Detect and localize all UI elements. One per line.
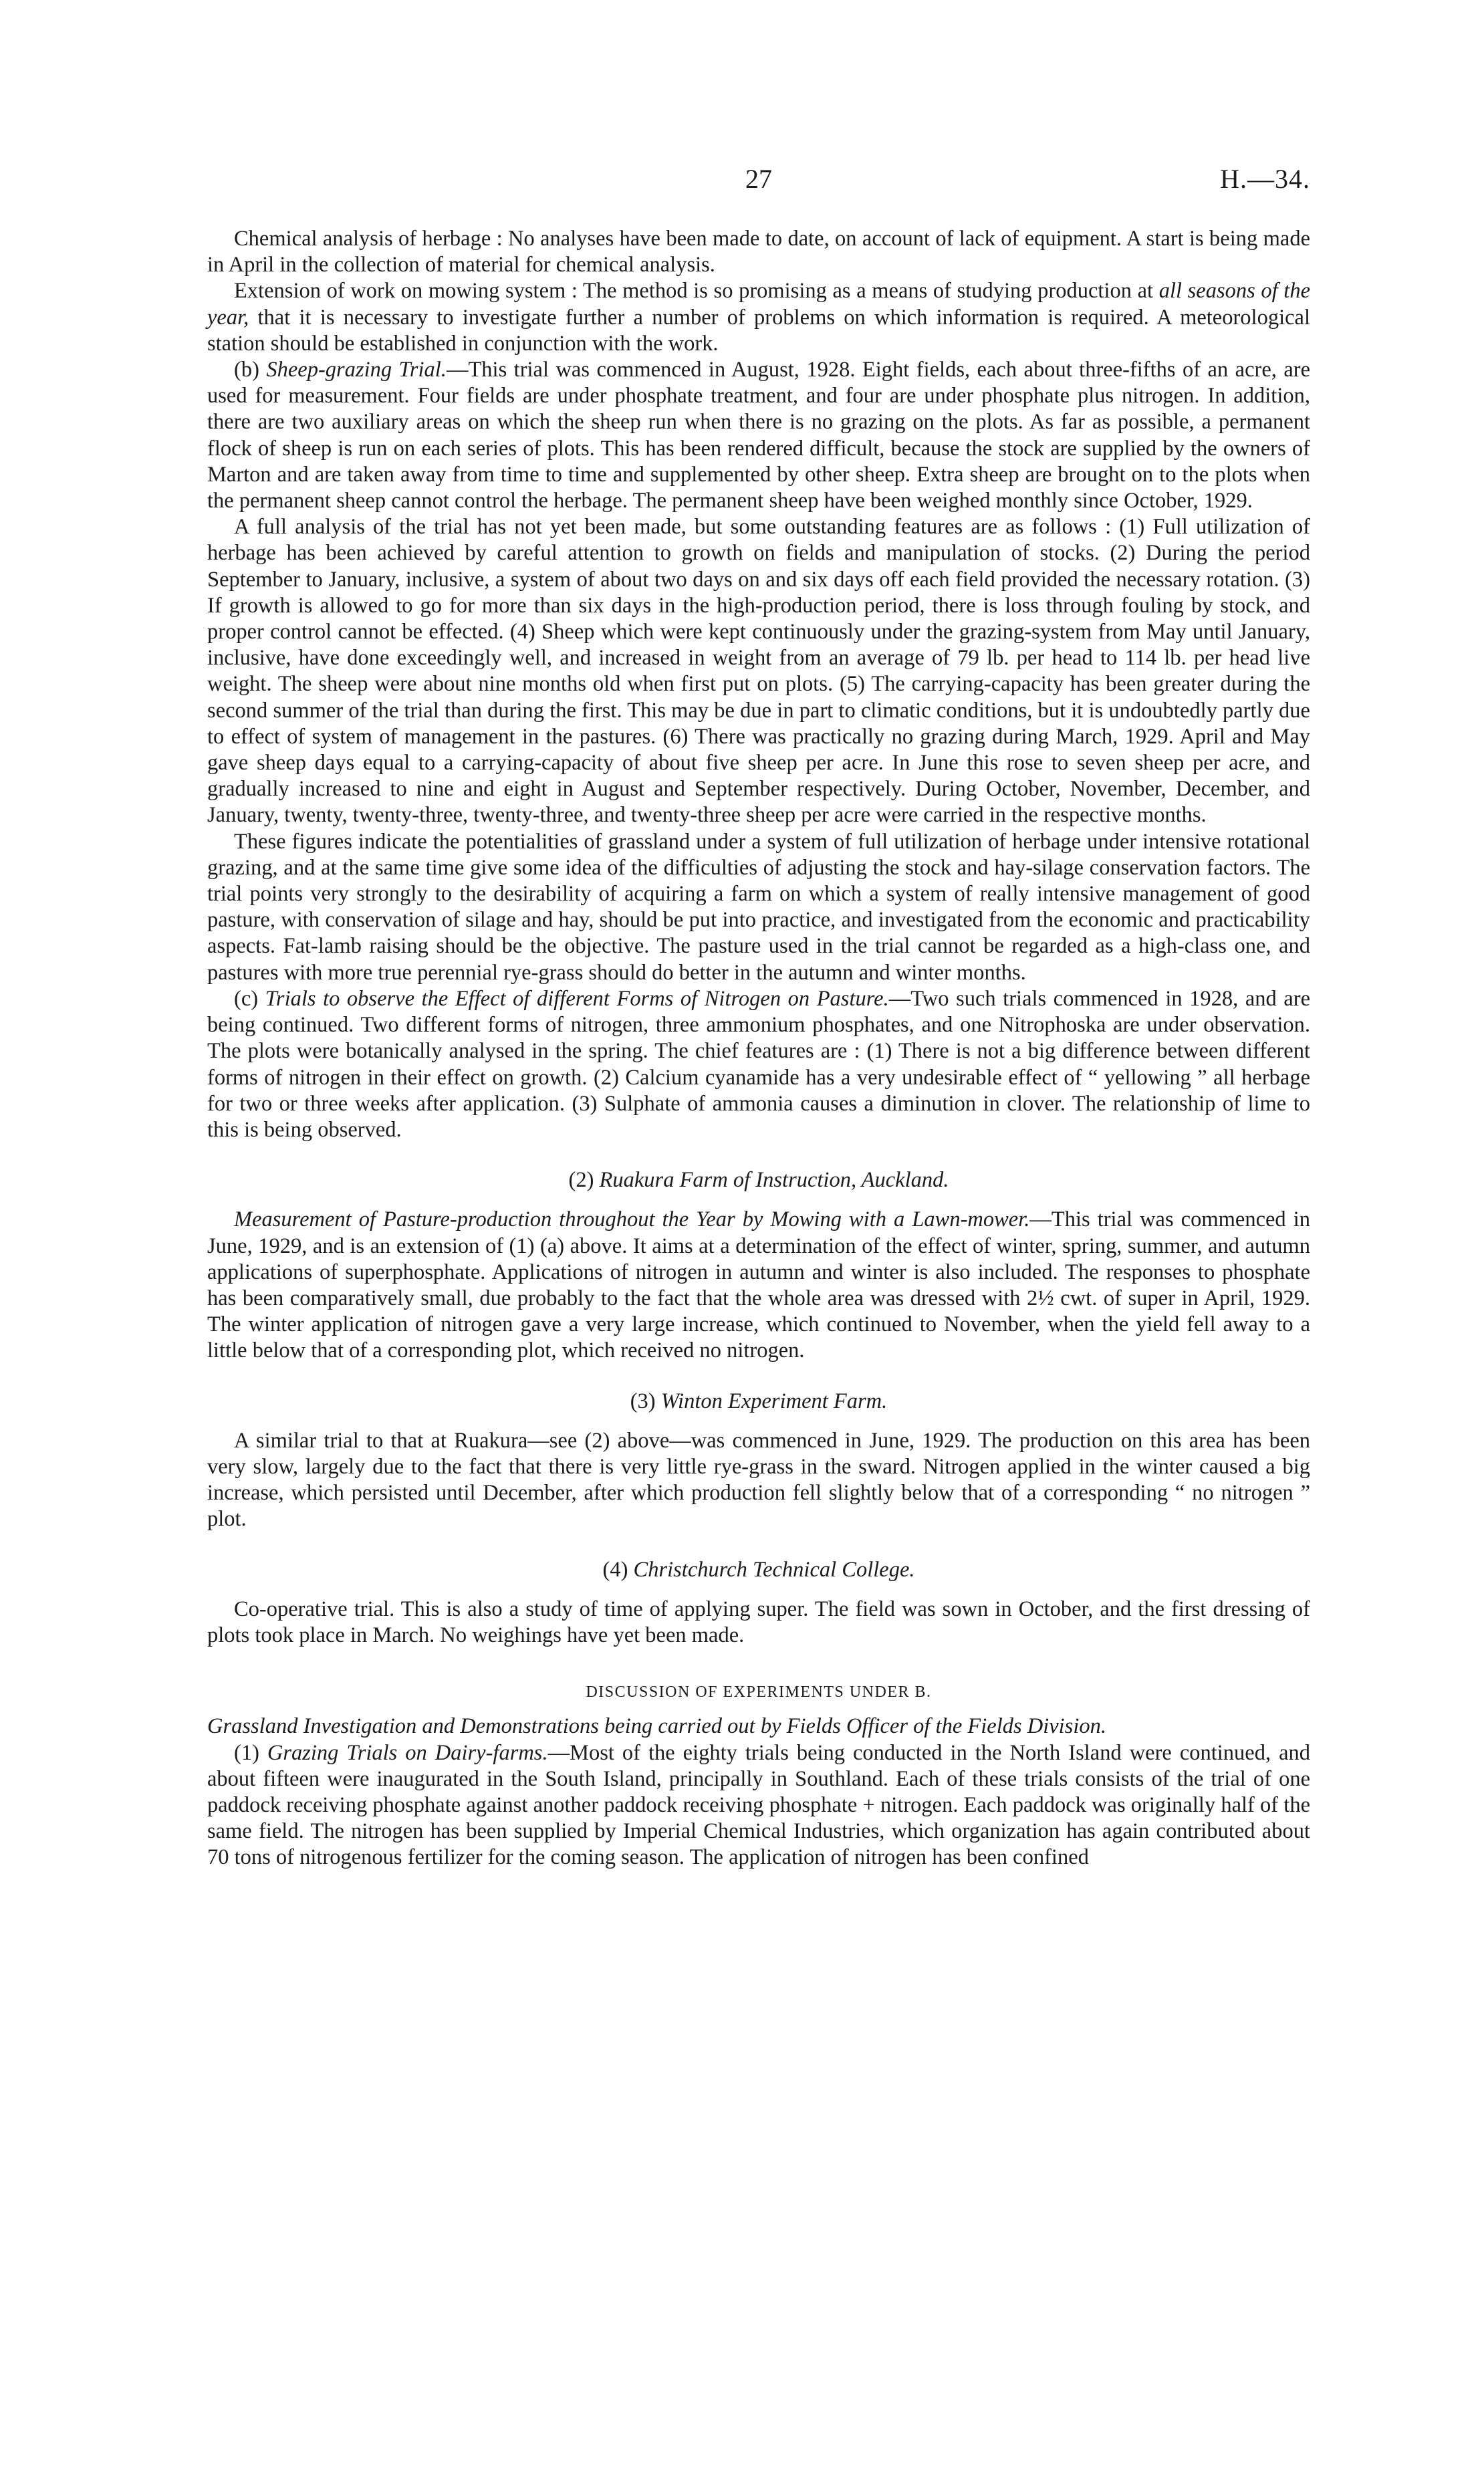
paragraph-mowing-extension: [207, 278, 1310, 357]
subsection-title: Sheep-grazing Trial.: [266, 358, 447, 382]
text-run: —Most of the eighty trials being conducted in the North Island were continued, and about fifteen were inaugurated in the South Island, principally in Southland. Each of these trials consists of the trial of one paddock receiving phosphate against another paddock receiving phosphate + nitrogen. Each paddock was originally half of the same field. The nitrogen has been supplied by Imperial Chemical Industries, which organization has again contributed about 70 tons of nitrogenous fertilizer for the coming season. The application of nitrogen has been confined: [207, 1740, 1311, 1870]
paper-reference: H.—34.: [1220, 164, 1310, 194]
page-number: 27: [745, 164, 772, 194]
text-run: (1): [234, 1740, 267, 1765]
paragraph-christchurch-trial: Co-operative trial. This is also a study of time of applying super. The field was sown in October, and the first dressing of plots took place in March. No weighings have yet been made.: [207, 1596, 1310, 1647]
paragraph-sheep-grazing: [207, 357, 1310, 514]
page-header: [207, 163, 1310, 203]
paragraph-winton-trial: A similar trial to that at Ruakura—see (2) above—was commenced in June, 1929. The production on this area has been very slow, largely due to the fact that there is very little rye-grass in the sward. Nitrogen applied in the winter caused a big increase, which persisted until December, after which production fell slightly below that of a corresponding “ no nitrogen ” plot.: [207, 1428, 1310, 1532]
heading-discussion: DISCUSSION OF EXPERIMENTS UNDER B.: [586, 1683, 932, 1701]
text-run: —Two such trials commenced in 1928, and are being continued. Two different forms of nitrogen, three ammonium phosphates, and one Nitrophoska are under observation. The plots were botanically analysed in the spring. The chief features are : (1) There is not a big difference between different forms of nitrogen in their effect on growth. (2) Calcium cyanamide has a very undesirable effect of “ yellowing ” all herbage for two or three weeks after application. (3) Sulphate of ammonia causes a diminution in clover. The relationship of lime to this is being observed.: [207, 986, 1310, 1142]
subsection-title: Grazing Trials on Dairy-farms.: [267, 1740, 548, 1765]
text-run: (b): [234, 358, 267, 382]
paragraph-potentialities: These figures indicate the potentialities of grassland under a system of full utilization of herbage under intensive rotational grazing, and at the same time give some idea of the difficulties of adjusting the stock and hay-silage conservation factors. The trial points very strongly to the desirability of acquiring a farm on which a system of really intensive management of good pasture, with conservation of silage and hay, should be put into practice, and investigated from the economic and practicability aspects. Fat-lamb raising should be the objective. The pasture used in the trial cannot be regarded as a high-class one, and pastures with more true perennial rye-grass should do better in the autumn and winter months.: [207, 829, 1310, 985]
text-run: Extension of work on mowing system : The method is so promising as a means of studying production at: [234, 279, 1159, 304]
section-number: (4): [602, 1557, 634, 1582]
section-heading-winton: [207, 1389, 1310, 1415]
paragraph-dairy-grazing: [207, 1740, 1310, 1871]
section-number: (3): [630, 1389, 661, 1413]
paragraph-trial-features: A full analysis of the trial has not yet been made, but some outstanding features are as follows : (1) Full utilization of herbage has been achieved by careful attention to growth on fields and manipulation of stocks. (2) During the period September to January, inclusive, a system of about two days on and six days off each field provided the necessary rotation. (3) If growth is allowed to go for more than six days in the high-production period, there is loss through fouling by stock, and proper control cannot be effected. (4) Sheep which were kept continuously under the grazing-system from May until January, inclusive, have done exceedingly well, and increased in weight from an average of 79 lb. per head to 114 lb. per head live weight. The sheep were about nine months old when first put on plots. (5) The carrying-capacity has been greater during the second summer of the trial than during the first. This may be due in part to climatic conditions, but it is undoubtedly partly due to effect of system of management in the pastures. (6) There was practically no grazing during March, 1929. April and May gave sheep days equal to a carrying-capacity of about five sheep per acre. In June this rose to seven sheep per acre, and gradually increased to nine and eight in August and September respectively. During October, November, December, and January, twenty, twenty-three, twenty-three, and twenty-three sheep per acre were carried in the respective months.: [207, 515, 1310, 828]
text-run: that it is necessary to investigate further a number of problems on which information is required. A meteorological station should be established in conjunction with the work.: [207, 305, 1310, 356]
subsection-title: Measurement of Pasture-production throughout the Year by Mowing with a Lawn-mower.: [234, 1207, 1030, 1232]
section-heading-christchurch: [207, 1557, 1310, 1583]
section-title: Ruakura Farm of Instruction, Auckland.: [599, 1168, 949, 1193]
paragraph-ruakura-trial: [207, 1207, 1310, 1364]
subsection-title: Trials to observe the Effect of different Forms of Nitrogen on Pasture.: [265, 986, 889, 1011]
text-run: —This trial was commenced in August, 1928. Eight fields, each about three-fifths of an acre, are used for measurement. Four fields are under phosphate treatment, and four are under phosphate plus nitrogen. In addition, there are two auxiliary areas on which the sheep run when there is no grazing on the plots. As far as possible, a permanent flock of sheep is run on each series of plots. This has been rendered difficult, because the stock are supplied by the owners of Marton and are taken away from time to time and supplemented by other sheep. Extra sheep are brought on to the plots when the permanent sheep cannot control the herbage. The permanent sheep have been weighed monthly since October, 1929.: [207, 358, 1311, 513]
body-text: [207, 226, 1310, 1871]
text-run: (c): [234, 986, 265, 1011]
paragraph-nitrogen-forms: [207, 986, 1310, 1143]
section-heading-ruakura: [207, 1167, 1310, 1193]
heading-grassland-investigation: Grassland Investigation and Demonstrations being carried out by Fields Officer of the Fields Division.: [207, 1714, 1107, 1739]
text-run: —This trial was commenced in June, 1929, and is an extension of (1) (a) above. It aims at a determination of the effect of winter, spring, summer, and autumn applications of superphosphate. Applications of nitrogen in autumn and winter is also included. The responses to phosphate has been comparatively small, due probably to the fact that the whole area was dressed with 2½ cwt. of super in April, 1929. The winter application of nitrogen gave a very large increase, which continued to November, when the yield fell away to a little below that of a corresponding plot, which received no nitrogen.: [207, 1207, 1310, 1363]
section-title: Winton Experiment Farm.: [660, 1389, 888, 1413]
section-number: (2): [568, 1168, 600, 1193]
paragraph-chemical-analysis: Chemical analysis of herbage : No analyses have been made to date, on account of lack of equipment. A start is being made in April in the collection of material for chemical analysis.: [207, 227, 1310, 277]
section-title: Christchurch Technical College.: [633, 1557, 915, 1582]
emphasis-text: all seasons of the year,: [207, 279, 1310, 330]
